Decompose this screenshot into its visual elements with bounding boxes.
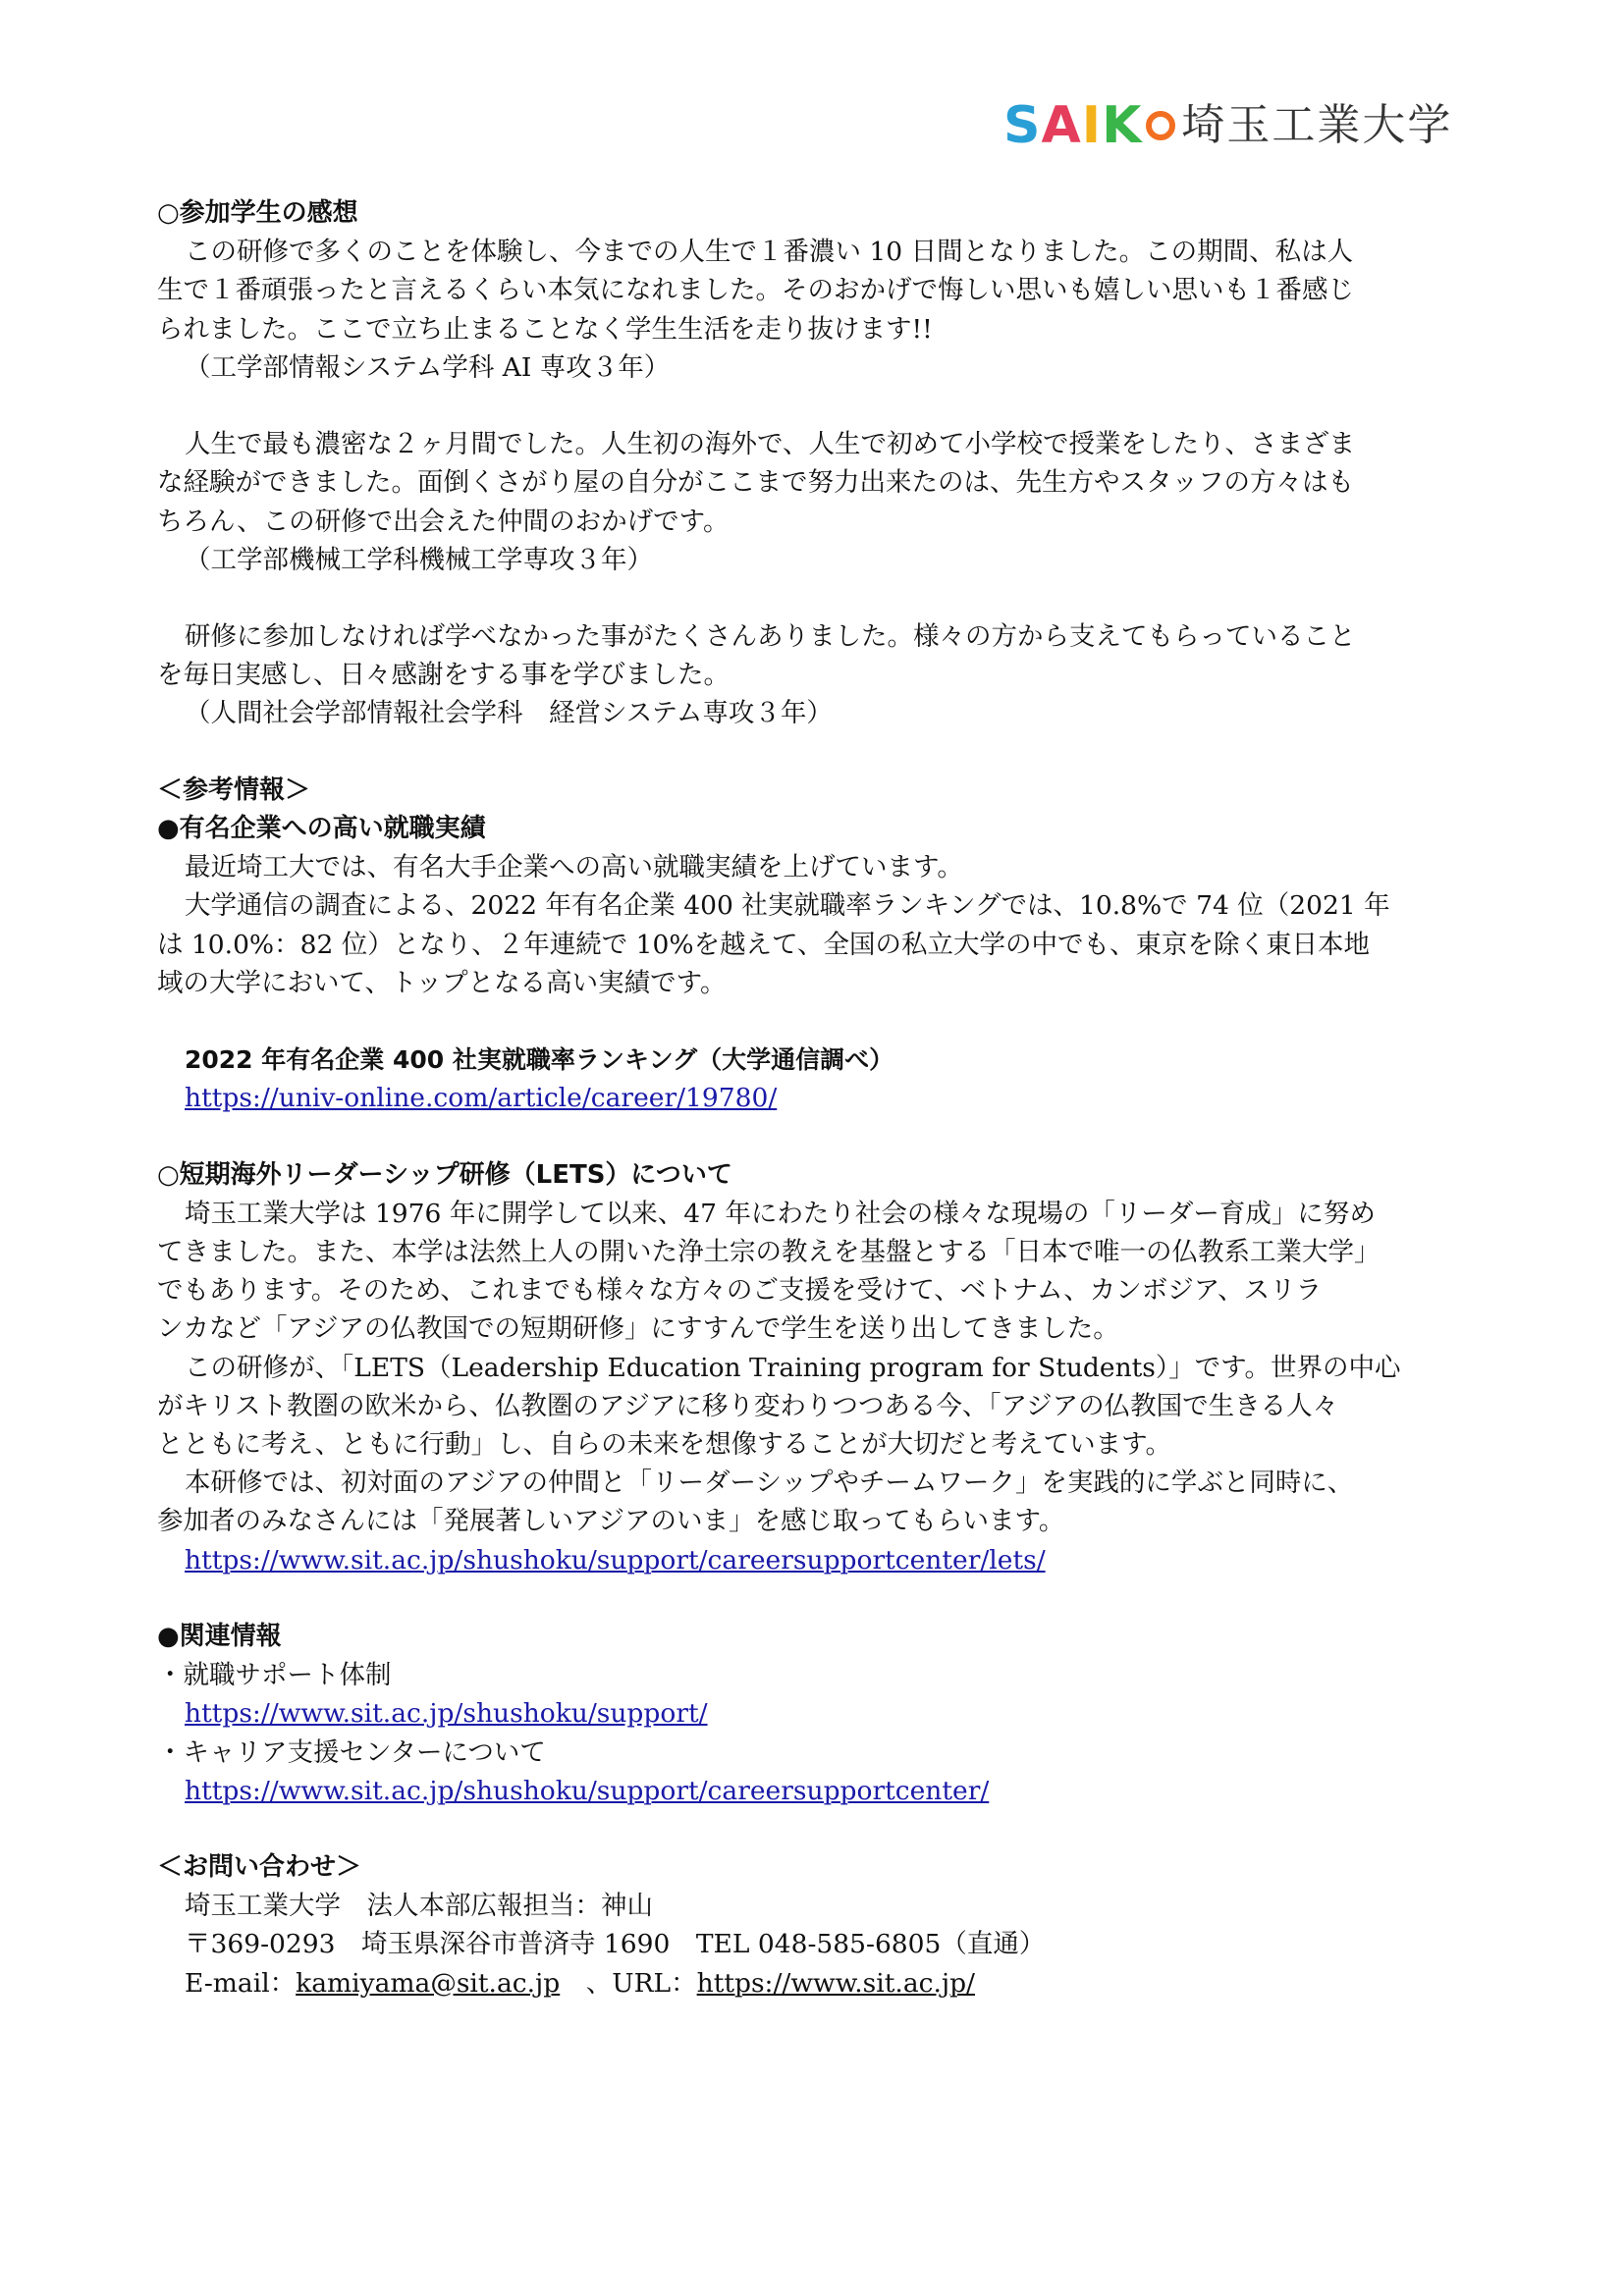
logo-letter-a: A [1041,96,1082,155]
contact-url-label: 、URL： [560,1967,697,1999]
logo-letter-s: S [1003,96,1042,155]
contact-address: 〒369-0293 埼玉県深谷市普済寺 1690 TEL 048-585-6805（直通） [185,1929,1046,1960]
related-item-support-label: ・就職サポート体制 [157,1660,392,1691]
lets-line-4: ンカなど「アジアの仏教国での短期研修」にすすんで学生を送り出してきました。 [157,1313,1119,1345]
saiko-wordmark [1003,96,1175,155]
contact-email-label: E-mail： [185,1967,297,1999]
impression-3-author: （人間社会学部情報社会学科 経営システム専攻３年） [185,698,833,729]
spacer [157,733,1483,772]
reference-heading: ＜参考情報＞ [157,774,311,805]
logo-letter-k: K [1102,96,1143,155]
lets-link[interactable]: https://www.sit.ac.jp/shushoku/support/careersupportcenter/lets/ [185,1544,1046,1575]
logo-letter-i: I [1081,96,1103,155]
spacer [157,1002,1483,1041]
impression-1-author: （工学部情報システム学科 AI 専攻３年） [185,351,671,383]
impression-2-line-1: 人生で最も濃密な２ヶ月間でした。人生初の海外で、人生で初めて小学校で授業をしたり、さまざま [185,429,1355,460]
logo-o-icon [1146,108,1175,143]
related-heading: ●関連情報 [157,1621,282,1651]
spacer [157,387,1483,425]
lets-line-8: 本研修では、初対面のアジアの仲間と「リーダーシップやチームワーク」を実践的に学ぶと同時に、 [185,1468,1354,1499]
related-item-career-center-label: ・キャリア支援センターについて [157,1736,546,1768]
impression-2-line-2: な経験ができました。面倒くさがり屋の自分がここまで努力出来たのは、先生方やスタッフの方々はも [157,467,1354,499]
contact-office: 埼玉工業大学 法人本部広報担当：神山 [185,1891,653,1922]
document-body [157,194,1483,2002]
employment-line-2: 大学通信の調査による、2022 年有名企業 400 社実就職率ランキングでは、10.8%で 74 位（2021 年 [185,890,1390,922]
spacer [157,1118,1483,1156]
impression-1-line-1: この研修で多くのことを体験し、今までの人生で１番濃い 10 日間となりました。この期間、私は人 [185,237,1354,268]
contact-url-link[interactable]: https://www.sit.ac.jp/ [696,1967,975,1999]
contact-heading: ＜お問い合わせ＞ [157,1852,362,1883]
lets-line-1: 埼玉工業大学は 1976 年に開学して以来、47 年にわたり社会の様々な現場の「リーダー育成」に努め [185,1198,1376,1229]
lets-line-3: でもあります。そのため、これまでも様々な方々のご支援を受けて、ベトナム、カンボジア、スリラ [157,1275,1323,1307]
impression-2-author: （工学部機械工学科機械工学専攻３年） [185,544,653,575]
lets-line-5: この研修が、「LETS（Leadership Education Training program for Students）」です。世界の中心 [185,1352,1401,1383]
impression-2-line-3: ちろん、この研修で出会えた仲間のおかげです。 [157,506,730,537]
employment-line-3: は 10.0%：82 位）となり、２年連続で 10%を越えて、全国の私立大学の中でも、東京を除く東日本地 [157,929,1371,960]
impression-3-line-2: を毎日実感し、日々感謝をする事を学びました。 [157,660,730,691]
related-item-support-link[interactable]: https://www.sit.ac.jp/shushoku/support/ [185,1698,708,1730]
impressions-heading: ○参加学生の感想 [157,198,358,228]
ranking-link[interactable]: https://univ-online.com/article/career/19780/ [185,1083,778,1114]
lets-heading: ○短期海外リーダーシップ研修（LETS）について [157,1159,732,1190]
ranking-title: 2022 年有名企業 400 社実就職率ランキング（大学通信調べ） [185,1045,894,1075]
spacer [157,1810,1483,1848]
contact-email-link[interactable]: kamiyama@sit.ac.jp [296,1967,561,1999]
lets-line-7: とともに考え、ともに行動」し、自らの未来を想像することが大切だと考えています。 [157,1429,1171,1460]
university-logo [1003,96,1452,155]
employment-line-1: 最近埼工大では、有名大手企業への高い就職実績を上げています。 [185,852,963,883]
university-name-jp: 埼玉工業大学 [1181,100,1453,150]
lets-line-9: 参加者のみなさんには「発展著しいアジアのいま」を感じ取ってもらいます。 [157,1506,1065,1537]
lets-line-6: がキリスト教圏の欧米から、仏教圏のアジアに移り変わりつつある今、「アジアの仏教国で生きる人々 [157,1390,1339,1421]
employment-heading: ●有名企業への高い就職実績 [157,814,486,843]
impression-3-line-1: 研修に参加しなければ学べなかった事がたくさんありました。様々の方から支えてもらっていること [185,621,1356,653]
impression-1-line-2: 生で１番頑張ったと言えるくらい本気になれました。そのおかげで悔しい思いも嬉しい思いも１番感じ [157,275,1354,306]
contact-email-url-row [157,1964,1483,2002]
lets-line-2: てきました。また、本学は法然上人の開いた浄土宗の教えを基盤とする「日本で唯一の仏教系工業大学」 [157,1237,1380,1268]
impression-1-line-3: られました。ここで立ち止まることなく学生生活を走り抜けます!! [157,313,933,345]
spacer [157,579,1483,617]
employment-line-4: 域の大学において、トップとなる高い実績です。 [157,967,727,998]
spacer [157,1579,1483,1618]
related-item-career-center-link[interactable]: https://www.sit.ac.jp/shushoku/support/careersupportcenter/ [185,1775,990,1806]
